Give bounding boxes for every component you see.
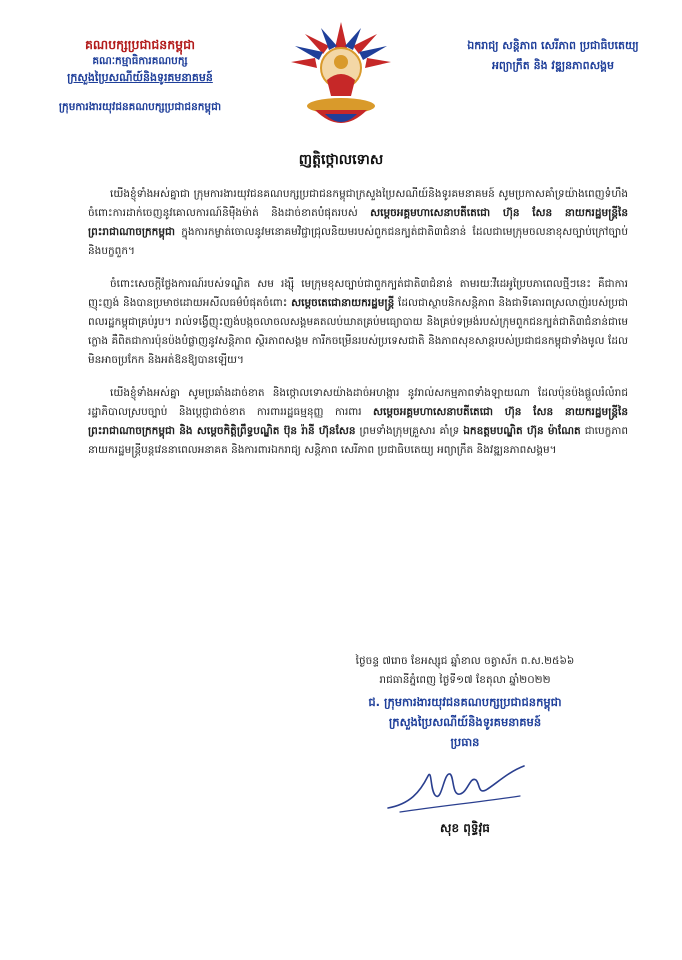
paragraph-3-text-a: យើងខ្ញុំទាំងអស់គ្នា សូមប្រឆាំងដាច់ខាត និងថ្កោលទោសយ៉ាងដាច់អហង្ការ នូវរាល់សកម្មភាពទាំងឡាយណា ដែលប៉ុនប៉ងផ្តួលរំលំរាជរដ្ឋាភិបាលស្របច្បាប់ និងប្តេជ្ញាជាច់ខាត ការពាររដ្ឋធម្មនុញ្ញ ការពារ [88, 387, 628, 418]
paragraph-3 [88, 384, 628, 460]
party-name: គណបក្សប្រជាជនកម្ពុជា [85, 37, 195, 52]
youth-group-name: ក្រុមការងារយុវជនគណបក្សប្រជាជនកម្ពុជា [58, 101, 222, 113]
signing-org-line1: ជ. ក្រុមការងារយុវជនគណបក្សប្រជាជនកម្ពុជា [368, 695, 562, 709]
paragraph-3-bold-2: ឯកឧត្តមបណ្ឌិត ហ៊ុន ម៉ាណែត [463, 425, 581, 437]
document-body [88, 185, 628, 474]
date-and-signature-block [300, 652, 630, 752]
document-title: ញត្តិថ្កោលទោស [298, 152, 384, 168]
handwritten-signature [380, 752, 530, 822]
signer-role: ប្រធាន [450, 735, 480, 749]
paragraph-2-text-c: ដែលជាស្ថាបនិកសន្តិភាព និងជាទីគោរពស្រលាញ់របស់ប្រជាពលរដ្ឋកម្ពុជាគ្រប់រូប។ រាល់ទង្វើញុះញង់បង្កចលាចលសង្គមគតលប់ឃាតគ្រប់មធ្យោបាយ និងគ្រប់ទម្រង់របស់ក្រុមពួកជនក្បត់ជាតិ៣ជំនាន់ជាមេក្លោង គឺពិតជាការប៉ុនប៉ងបំផ្លាញនូវសន្តិភាព ស្ថិរភាពសង្គម ការីកចម្រើនរបស់ប្រទេសជាតិ និងភាពសុខសាន្តរបស់ប្រជាជនកម្ពុជាទាំងមូល ដែលមិនអាចប្រកែក និងអត់ឱនឱ្យបានឡើយ។ [88, 297, 628, 366]
lunar-date: ថ្ងៃចន្ទ ៧រោច ខែអស្សុជ ឆ្នាំខាល ចត្វាស័ក ព.ស.២៥៦៦ [355, 655, 575, 667]
committee-name: គណៈកម្មាធិការគណបក្ស [92, 55, 188, 67]
national-motto-line1: ឯករាជ្យ សន្តិភាព សេរីភាព ប្រជាធិបតេយ្យ [467, 39, 639, 52]
paragraph-2-text-a: ចំពោះសេចក្តីថ្លែងការណ៍របស់ទណ្ឌិត សម រង្ស៊ី មេក្រុមខុសច្បាប់ជាពួកក្បត់ជាតិ៣ជំនាន់ តាមរយៈវីដេអូប្រៃបភាពេលថ្មីៗនេះ គឺជាការញុះញង់ និងបានប្រមាថដោយអសីលធម៌បំផុតចំពោះ [88, 278, 628, 309]
header-right [442, 36, 664, 76]
ministry-name: ក្រសួងប្រៃសណីយ៍និងទូរគមនាគមន៍ [67, 71, 213, 84]
paragraph-1-text-a: យើងខ្ញុំទាំងអស់គ្នាជា ក្រុមការងារយុវជនគណបក្សប្រជាជនកម្ពុជាក្រសួងប្រៃសណីយ៍និងទូរគមនាគមន៍ សូមប្រកាសគាំទ្រយ៉ាងពេញទំហឹងចំពោះការដាក់ចេញនូវគោលការណ៍និម៉ឺងម៉ាត់ និងដាច់ខាតបំផុតរបស់ [88, 188, 628, 219]
signing-org-line2: ក្រសួងប្រៃសណីយ៍និងទូរគមនាគមន៍ [388, 715, 542, 729]
paragraph-1-text-c: ក្នុងការកម្ចាត់ចោលនូវមនោគមវិជ្ជាជ្រុលនិយមរបស់ពួកជនក្បត់ជាតិ៣ជំនាន់ ដែលជាមេក្រុមចលនាខុសច្បាប់ក្រៅច្បាប់ និងបក្ខពួក។ [88, 226, 629, 257]
paragraph-1 [88, 185, 628, 261]
paragraph-2 [88, 275, 628, 370]
paragraph-3-text-c: ព្រមទាំងក្រុមគ្រួសារ គាំទ្រ [359, 425, 464, 437]
paragraph-3-bold-1: សម្តេចអគ្គមហាសេនាបតីតេជោ ហ៊ុន សែន នាយករដ្ឋមន្ត្រីនៃព្រះរាជាណាចក្រកម្ពុជា និង សម្តេចកិត្តិព្រឹទ្ធបណ្ឌិត ប៊ុន រ៉ានី ហ៊ុនសែន [88, 406, 628, 437]
paragraph-3-text-e: ជាបេក្ខភាពនាយករដ្ឋមន្ត្រីបន្តវេននាពេលអនាគត និងការពារឯករាជ្យ សន្តិភាព សេរីភាព ប្រជាធិបតេយ្យ អព្យាក្រឹត និងវឌ្ឍនភាពសង្គម។ [88, 425, 629, 456]
party-logo [285, 18, 397, 140]
solar-date: រាជធានីភ្នំពេញ ថ្ងៃទី១៧ ខែតុលា ឆ្នាំ២០២២ [379, 674, 551, 686]
header-left [24, 36, 256, 115]
paragraph-1-bold: សម្តេចអគ្គមហាសេនាបតីតេជោ ហ៊ុន សែន នាយករដ្ឋមន្ត្រីនៃព្រះរាជាណាចក្រកម្ពុជា [88, 207, 628, 238]
signer-name: សុខ ពុទ្ធិវុធ [440, 821, 490, 835]
national-motto-line2: អព្យាក្រឹត និង វឌ្ឍនភាពសង្គម [491, 59, 615, 72]
paragraph-2-bold: សម្តេចតេជោនាយករដ្ឋមន្ត្រី [291, 297, 395, 309]
